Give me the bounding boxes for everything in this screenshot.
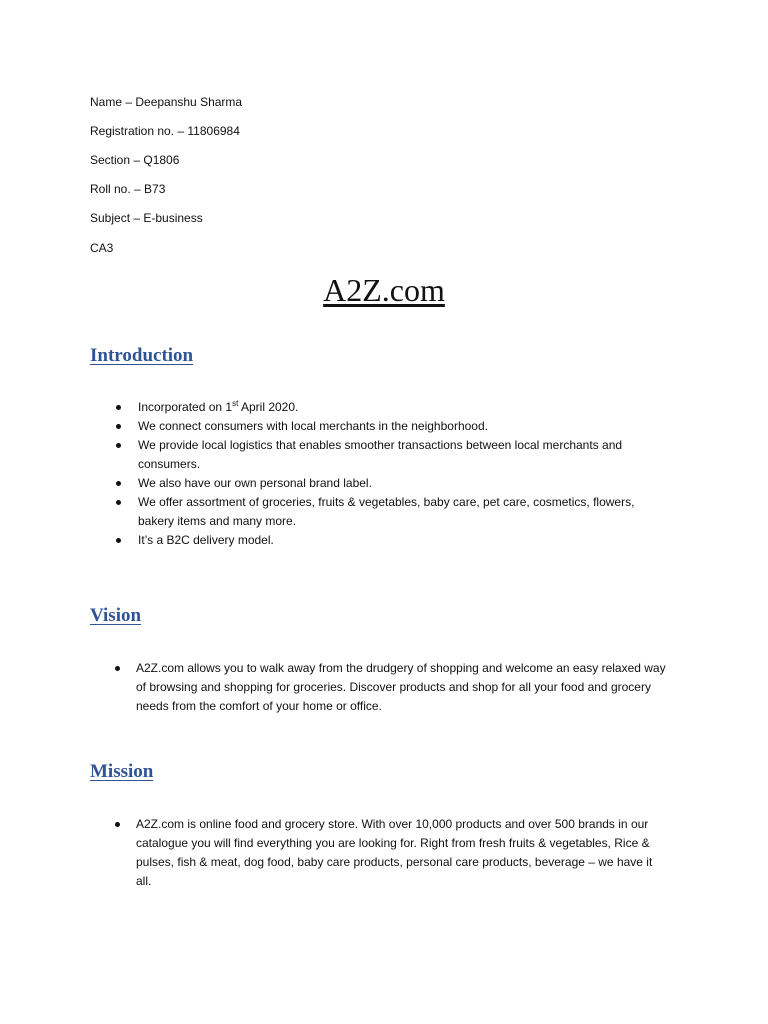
introduction-list [0, 398, 768, 550]
document-title [0, 270, 768, 310]
bullet-icon [116, 443, 121, 448]
bullet-icon [116, 405, 121, 410]
subject-line: Subject – E-business [90, 211, 203, 225]
bullet-icon [116, 481, 121, 486]
roll-number: Roll no. – B73 [90, 182, 166, 196]
mission-list [0, 815, 768, 891]
registration-number: Registration no. – 11806984 [90, 124, 240, 138]
mission-heading: Mission [90, 761, 154, 782]
section-code: Section – Q1806 [90, 153, 180, 167]
list-item: We offer assortment of groceries, fruits & vegetables, baby care, pet care, cosmetics, flowers, bakery items and many more. [0, 493, 768, 531]
list-item: A2Z.com is online food and grocery store. With over 10,000 products and over 500 brands in our catalogue you will find everything you are looking for. Right from fresh fruits & vegetables, Rice & pulses, fish & meat, dog food, baby care products, personal care products, beverage – we have it all. [0, 815, 768, 891]
document-title-text: A2Z.com [323, 272, 445, 308]
student-name: Name – Deepanshu Sharma [90, 95, 243, 109]
bullet-icon [115, 666, 120, 671]
bullet-icon [115, 822, 120, 827]
bullet-icon [116, 424, 121, 429]
list-item: A2Z.com allows you to walk away from the drudgery of shopping and welcome an easy relaxed way of browsing and shopping for groceries. Discover products and shop for all your food and grocery needs from the comfort of your home or office. [0, 659, 768, 716]
introduction-heading: Introduction [90, 345, 194, 366]
list-item: We also have our own personal brand label. [0, 474, 768, 493]
list-item: It’s a B2C delivery model. [0, 531, 768, 550]
assignment-label: CA3 [90, 241, 114, 255]
list-item: We provide local logistics that enables smoother transactions between local merchants and consumers. [0, 436, 768, 474]
bullet-icon [116, 500, 121, 505]
list-item: Incorporated on 1st April 2020. [0, 398, 768, 417]
vision-heading: Vision [90, 605, 142, 626]
vision-list [0, 659, 768, 716]
bullet-icon [116, 538, 121, 543]
list-item: We connect consumers with local merchants in the neighborhood. [0, 417, 768, 436]
